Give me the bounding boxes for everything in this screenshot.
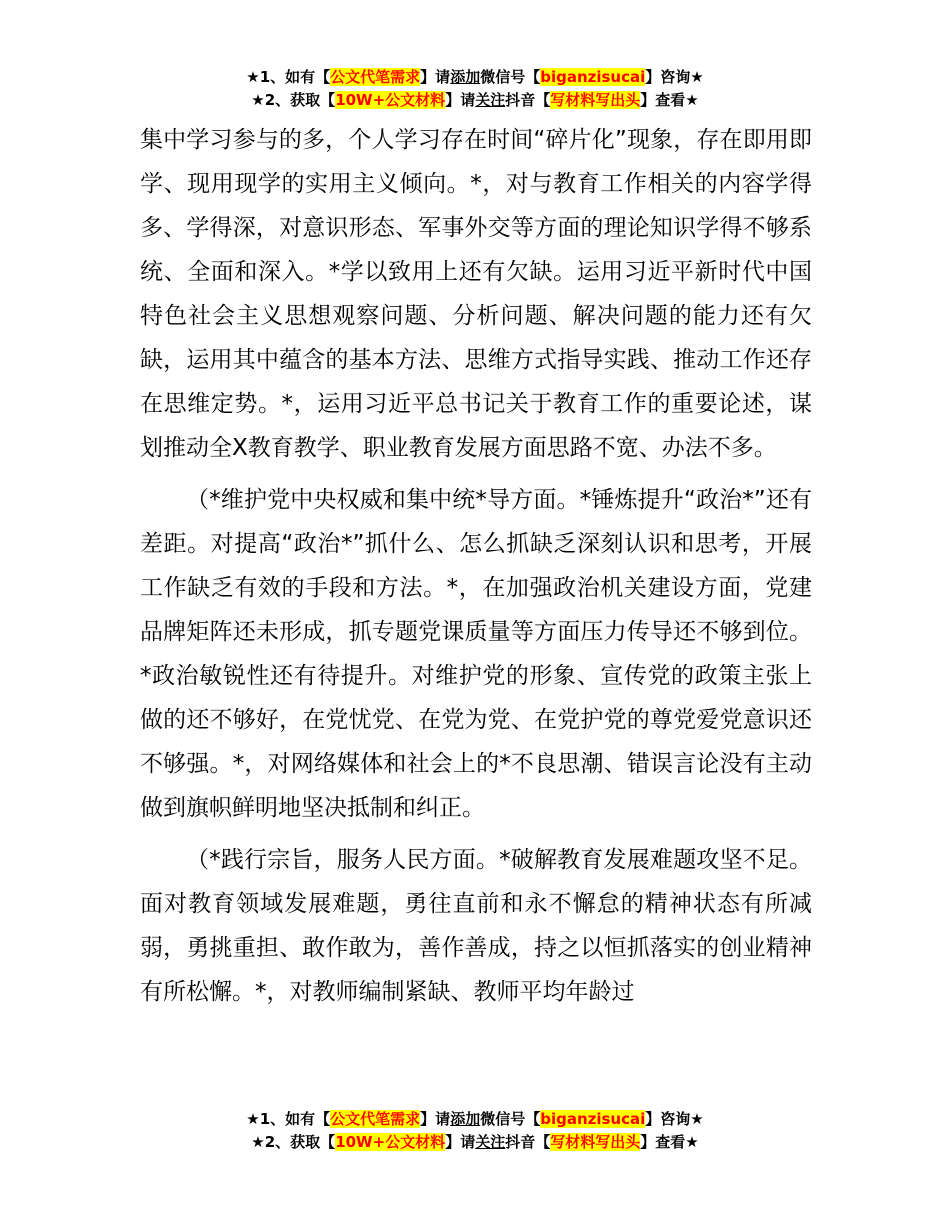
paragraph-service: （*践行宗旨，服务人民方面。*破解教育发展难题攻坚不足。面对教育领域发展难题，勇往直前和永不懈怠的精神状态有所减弱，勇挑重担、敢作敢为，善作善成，持之以恒抓落实的创业精神有所松懈。*，对教师编制紧缺、教师平均年龄过 (140, 847, 812, 1005)
document-body (140, 118, 812, 1022)
banner-highlight-douyin-account: 写材料写出头 (550, 91, 641, 109)
banner-line-1-suffix: 】咨询★ (645, 68, 704, 86)
banner-line-2-suffix: 】查看★ (640, 91, 699, 109)
footer-highlight-materials: 10W+公文材料 (335, 1133, 446, 1151)
footer-line-2-middle-2: 抖音【 (505, 1133, 551, 1151)
banner-emphasis-add: 添加 (450, 68, 481, 86)
footer-banner (0, 1108, 950, 1154)
banner-emphasis-follow: 关注 (475, 91, 506, 109)
footer-line-1-middle: 】请 (420, 1110, 451, 1128)
footer-line-1 (0, 1108, 950, 1131)
footer-line-2 (0, 1131, 950, 1154)
footer-highlight-douyin-account: 写材料写出头 (550, 1133, 641, 1151)
footer-line-2-suffix: 】查看★ (640, 1133, 699, 1151)
banner-highlight-materials: 10W+公文材料 (335, 91, 446, 109)
banner-line-1 (0, 66, 950, 89)
banner-highlight-ghostwriting: 公文代笔需求 (330, 68, 421, 86)
banner-line-2 (0, 89, 950, 112)
banner-line-1-middle-2: 微信号【 (480, 68, 541, 86)
banner-line-2-middle-2: 抖音【 (505, 91, 551, 109)
footer-line-1-suffix: 】咨询★ (645, 1110, 704, 1128)
header-banner (0, 66, 950, 112)
footer-line-1-middle-2: 微信号【 (480, 1110, 541, 1128)
banner-line-2-middle: 】请 (445, 91, 476, 109)
footer-highlight-ghostwriting: 公文代笔需求 (330, 1110, 421, 1128)
footer-emphasis-follow: 关注 (475, 1133, 506, 1151)
footer-highlight-wechat-id: biganzisucai (540, 1110, 646, 1128)
footer-line-1-prefix: ★1、如有【 (246, 1110, 331, 1128)
footer-line-2-prefix: ★2、获取【 (251, 1133, 336, 1151)
banner-line-1-middle: 】请 (420, 68, 451, 86)
paragraph-study: 集中学习参与的多，个人学习存在时间“碎片化”现象，存在即用即学、现用现学的实用主义倾向。*，对与教育工作相关的内容学得多、学得深，对意识形态、军事外交等方面的理论知识学得不够系统、全面和深入。*学以致用上还有欠缺。运用习近平新时代中国特色社会主义思想观察问题、分析问题、解决问题的能力还有欠缺，运用其中蕴含的基本方法、思维方式指导实践、推动工作还存在思维定势。*，运用习近平总书记关于教育工作的重要论述，谋划推动全X教育教学、职业教育发展方面思路不宽、办法不多。 (140, 127, 812, 461)
footer-emphasis-add: 添加 (450, 1110, 481, 1128)
banner-line-1-prefix: ★1、如有【 (246, 68, 331, 86)
footer-line-2-middle: 】请 (445, 1133, 476, 1151)
paragraph-authority: （*维护党中央权威和集中统*导方面。*锤炼提升“政治*”还有差距。对提高“政治*”抓什么、怎么抓缺乏深刻认识和思考，开展工作缺乏有效的手段和方法。*，在加强政治机关建设方面，党建品牌矩阵还未形成，抓专题党课质量等方面压力传导还不够到位。*政治敏锐性还有待提升。对维护党的形象、宣传党的政策主张上做的还不够好，在党忧党、在党为党、在党护党的尊党爱党意识还不够强。*，对网络媒体和社会上的*不良思潮、错误言论没有主动做到旗帜鲜明地坚决抵制和纠正。 (140, 487, 812, 821)
banner-highlight-wechat-id: biganzisucai (540, 68, 646, 86)
banner-line-2-prefix: ★2、获取【 (251, 91, 336, 109)
